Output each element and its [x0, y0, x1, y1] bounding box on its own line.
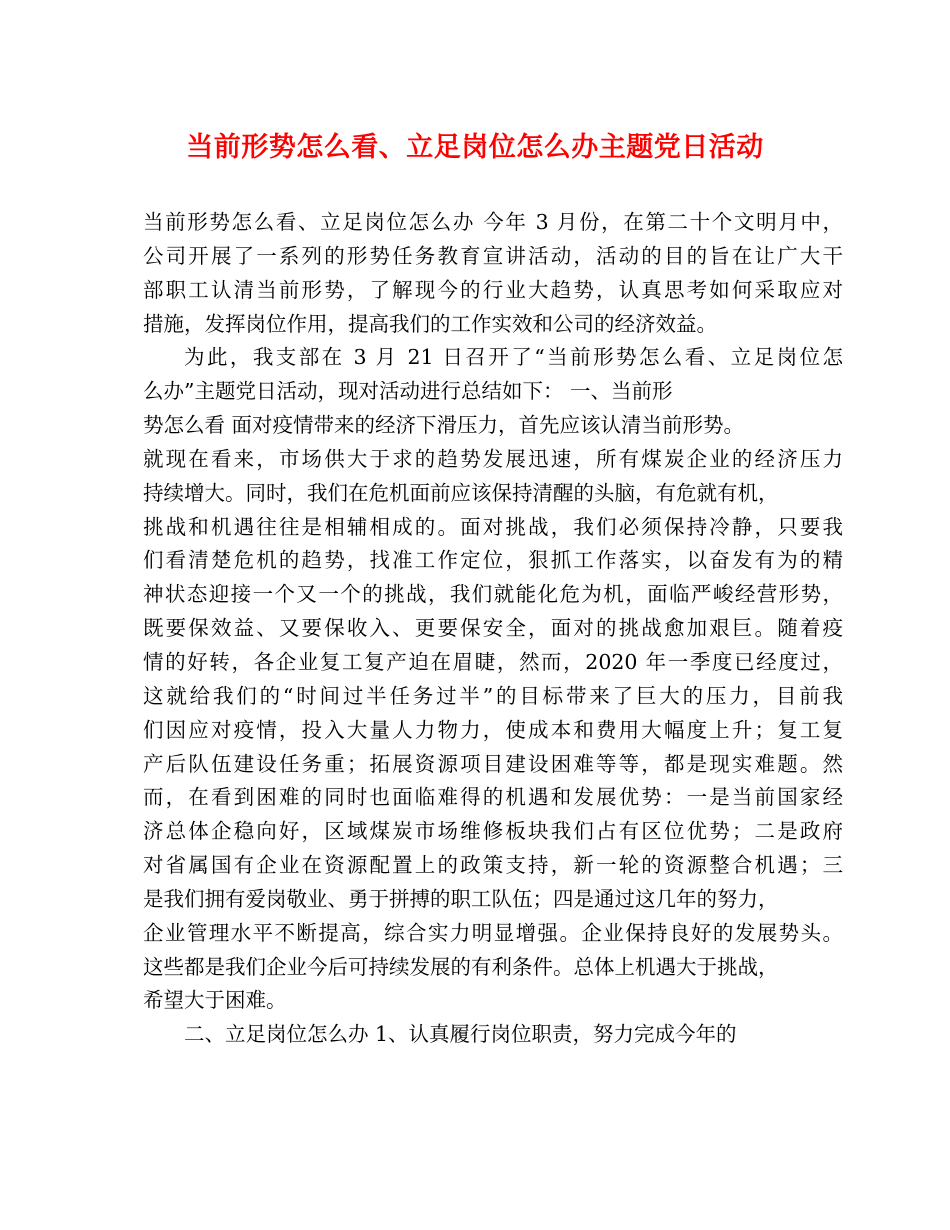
paragraph-line: 既要保效益、又要保收入、更要保安全，面对的挑战愈加艰巨。随着疫 [143, 616, 843, 641]
paragraph-line: 为此，我支部在 3 月 21 日召开了“当前形势怎么看、立足岗位怎 [184, 345, 843, 370]
paragraph-line: 们看清楚危机的趋势，找准工作定位，狠抓工作落实，以奋发有为的精 [143, 548, 843, 573]
paragraph-line: 企业管理水平不断提高，综合实力明显增强。企业保持良好的发展势头。 [143, 920, 843, 945]
paragraph-line: 济总体企稳向好，区域煤炭市场维修板块我们占有区位优势；二是政府 [143, 819, 843, 844]
paragraph-line: 当前形势怎么看、立足岗位怎么办 今年 3 月份，在第二十个文明月中， [143, 210, 843, 234]
paragraph-line: 这些都是我们企业今后可持续发展的有利条件。总体上机遇大于挑战， [143, 954, 779, 979]
paragraph-line: 就现在看来，市场供大于求的趋势发展迅速，所有煤炭企业的经济压力 [143, 446, 843, 471]
paragraph-line: 持续增大。同时，我们在危机面前应该保持清醒的头脑，有危就有机， [143, 480, 779, 505]
paragraph-line: 产后队伍建设任务重；拓展资源项目建设困难等等，都是现实难题。然 [143, 751, 843, 776]
paragraph-line: 这就给我们的“时间过半任务过半”的目标带来了巨大的压力，目前我 [143, 683, 843, 708]
paragraph-line: 情的好转，各企业复工复产迫在眉睫，然而，2020 年一季度已经度过， [143, 649, 843, 674]
paragraph-line: 部职工认清当前形势，了解现今的行业大趋势，认真思考如何采取应对 [143, 277, 843, 302]
paragraph-line: 公司开展了一系列的形势任务教育宣讲活动，活动的目的旨在让广大干 [143, 243, 843, 268]
document-body [143, 206, 843, 1052]
paragraph-line: 措施，发挥岗位作用，提高我们的工作实效和公司的经济效益。 [143, 311, 717, 336]
paragraph-line: 神状态迎接一个又一个的挑战，我们就能化危为机，面临严峻经营形势， [143, 582, 843, 607]
paragraph-line: 么办”主题党日活动，现对活动进行总结如下： 一、当前形 [143, 379, 673, 404]
paragraph-line: 二、立足岗位怎么办 1、认真履行岗位职责，努力完成今年的 [184, 1022, 737, 1047]
paragraph-line: 而，在看到困难的同时也面临难得的机遇和发展优势：一是当前国家经 [143, 785, 843, 810]
document-title: 当前形势怎么看、立足岗位怎么办主题党日活动 [186, 132, 764, 163]
paragraph-line: 对省属国有企业在资源配置上的政策支持，新一轮的资源整合机遇；三 [143, 853, 843, 878]
paragraph-line: 是我们拥有爱岗敬业、勇于拼搏的职工队伍；四是通过这几年的努力， [143, 886, 779, 911]
paragraph-line: 挑战和机遇往往是相辅相成的。面对挑战，我们必须保持冷静，只要我 [143, 514, 843, 539]
paragraph-line: 们因应对疫情，投入大量人力物力，使成本和费用大幅度上升；复工复 [143, 717, 843, 742]
paragraph-line: 希望大于困难。 [143, 988, 287, 1013]
paragraph-line: 势怎么看 面对疫情带来的经济下滑压力，首先应该认清当前形势。 [143, 413, 745, 438]
